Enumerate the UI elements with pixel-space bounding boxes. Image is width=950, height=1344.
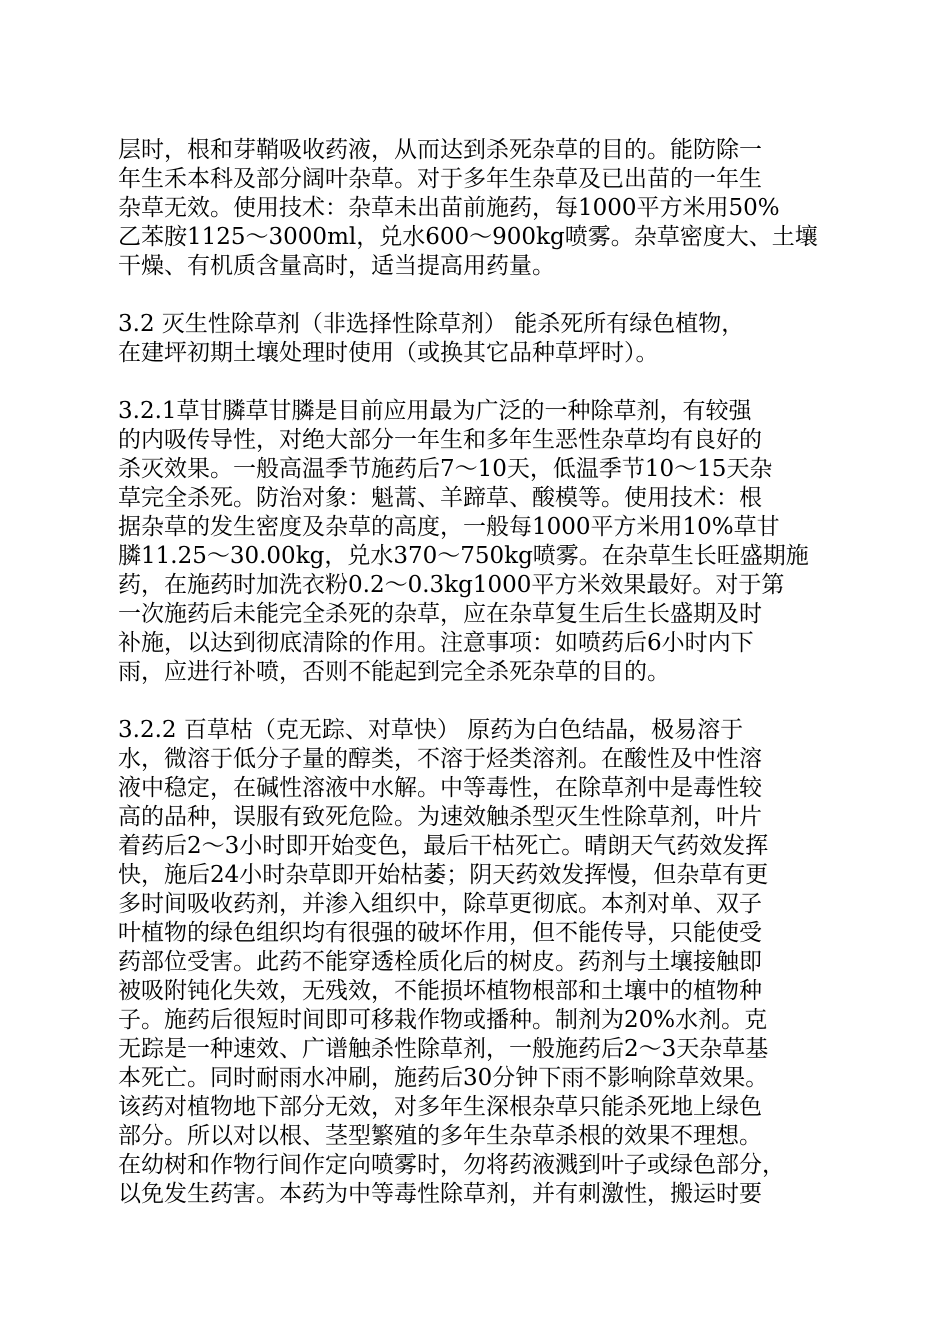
text-line: 子。施药后很短时间即可移栽作物或播种。制剂为20%水剂。克 [118,1007,768,1033]
text-line: 3.2.1草甘膦草甘膦是目前应用最为广泛的一种除草剂，有较强 [118,398,752,424]
text-line: 层时，根和芽鞘吸收药液，从而达到杀死杂草的目的。能防除一 [118,137,762,163]
text-line: 着药后2～3小时即开始变色，最后干枯死亡。晴朗天气药效发挥 [118,833,769,859]
text-line: 被吸附钝化失效，无残效，不能损坏植物根部和土壤中的植物种 [118,978,762,1004]
text-line: 快，施后24小时杂草即开始枯萎；阴天药效发挥慢，但杂草有更 [118,862,769,888]
text-line: 液中稳定，在碱性溶液中水解。中等毒性，在除草剂中是毒性较 [118,775,762,801]
text-line: 草完全杀死。防治对象：魁蒿、羊蹄草、酸模等。使用技术：根 [118,485,762,511]
text-line: 药，在施药时加洗衣粉0.2～0.3kg1000平方米效果最好。对于第 [118,572,785,598]
paragraph-section-3-2-2 [118,716,838,1209]
text-line: 水，微溶于低分子量的醇类，不溶于烃类溶剂。在酸性及中性溶 [118,746,762,772]
text-line: 叶植物的绿色组织均有很强的破坏作用，但不能传导，只能使受 [118,920,762,946]
text-line: 多时间吸收药剂，并渗入组织中，除草更彻底。本剂对单、双子 [118,891,762,917]
text-line: 无踪是一种速效、广谱触杀性除草剂，一般施药后2～3天杂草基 [118,1036,769,1062]
text-line: 据杂草的发生密度及杂草的高度，一般每1000平方米用10%草甘 [118,514,780,540]
text-line: 干燥、有机质含量高时，适当提高用药量。 [118,253,555,279]
text-line: 在建坪初期土壤处理时使用（或换其它品种草坪时）。 [118,340,659,366]
text-line: 3.2.2 百草枯（克无踪、对草快） 原药为白色结晶，极易溶于 [118,717,744,743]
text-line: 年生禾本科及部分阔叶杂草。对于多年生杂草及已出苗的一年生 [118,166,762,192]
text-line: 的内吸传导性，对绝大部分一年生和多年生恶性杂草均有良好的 [118,427,762,453]
text-line: 杂草无效。使用技术：杂草未出苗前施药，每1000平方米用50% [118,195,780,221]
text-line: 3.2 灭生性除草剂（非选择性除草剂） 能杀死所有绿色植物， [118,311,745,337]
text-line: 高的品种，误服有致死危险。为速效触杀型灭生性除草剂，叶片 [118,804,762,830]
text-line: 乙苯胺1125～3000ml，兑水600～900kg喷雾。杂草密度大、土壤 [118,224,818,250]
text-line: 一次施药后未能完全杀死的杂草，应在杂草复生后生长盛期及时 [118,601,762,627]
text-line: 膦11.25～30.00kg，兑水370～750kg喷雾。在杂草生长旺盛期施 [118,543,809,569]
paragraph-section-3-2-1 [118,397,838,687]
text-line: 在幼树和作物行间作定向喷雾时，勿将药液溅到叶子或绿色部分， [118,1152,785,1178]
text-line: 以免发生药害。本药为中等毒性除草剂，并有刺激性，搬运时要 [118,1181,762,1207]
text-line: 药部位受害。此药不能穿透栓质化后的树皮。药剂与土壤接触即 [118,949,762,975]
text-line: 杀灭效果。一般高温季节施药后7～10天，低温季节10～15天杂 [118,456,773,482]
paragraph-section-3-2 [118,310,838,368]
text-line: 该药对植物地下部分无效，对多年生深根杂草只能杀死地上绿色 [118,1094,762,1120]
text-line: 部分。所以对以根、茎型繁殖的多年生杂草杀根的效果不理想。 [118,1123,762,1149]
paragraph-acetochlor-usage [118,136,838,281]
text-line: 补施，以达到彻底清除的作用。注意事项：如喷药后6小时内下 [118,630,754,656]
text-line: 雨，应进行补喷，否则不能起到完全杀死杂草的目的。 [118,659,670,685]
document-page [118,136,838,1238]
text-line: 本死亡。同时耐雨水冲刷，施药后30分钟下雨不影响除草效果。 [118,1065,769,1091]
